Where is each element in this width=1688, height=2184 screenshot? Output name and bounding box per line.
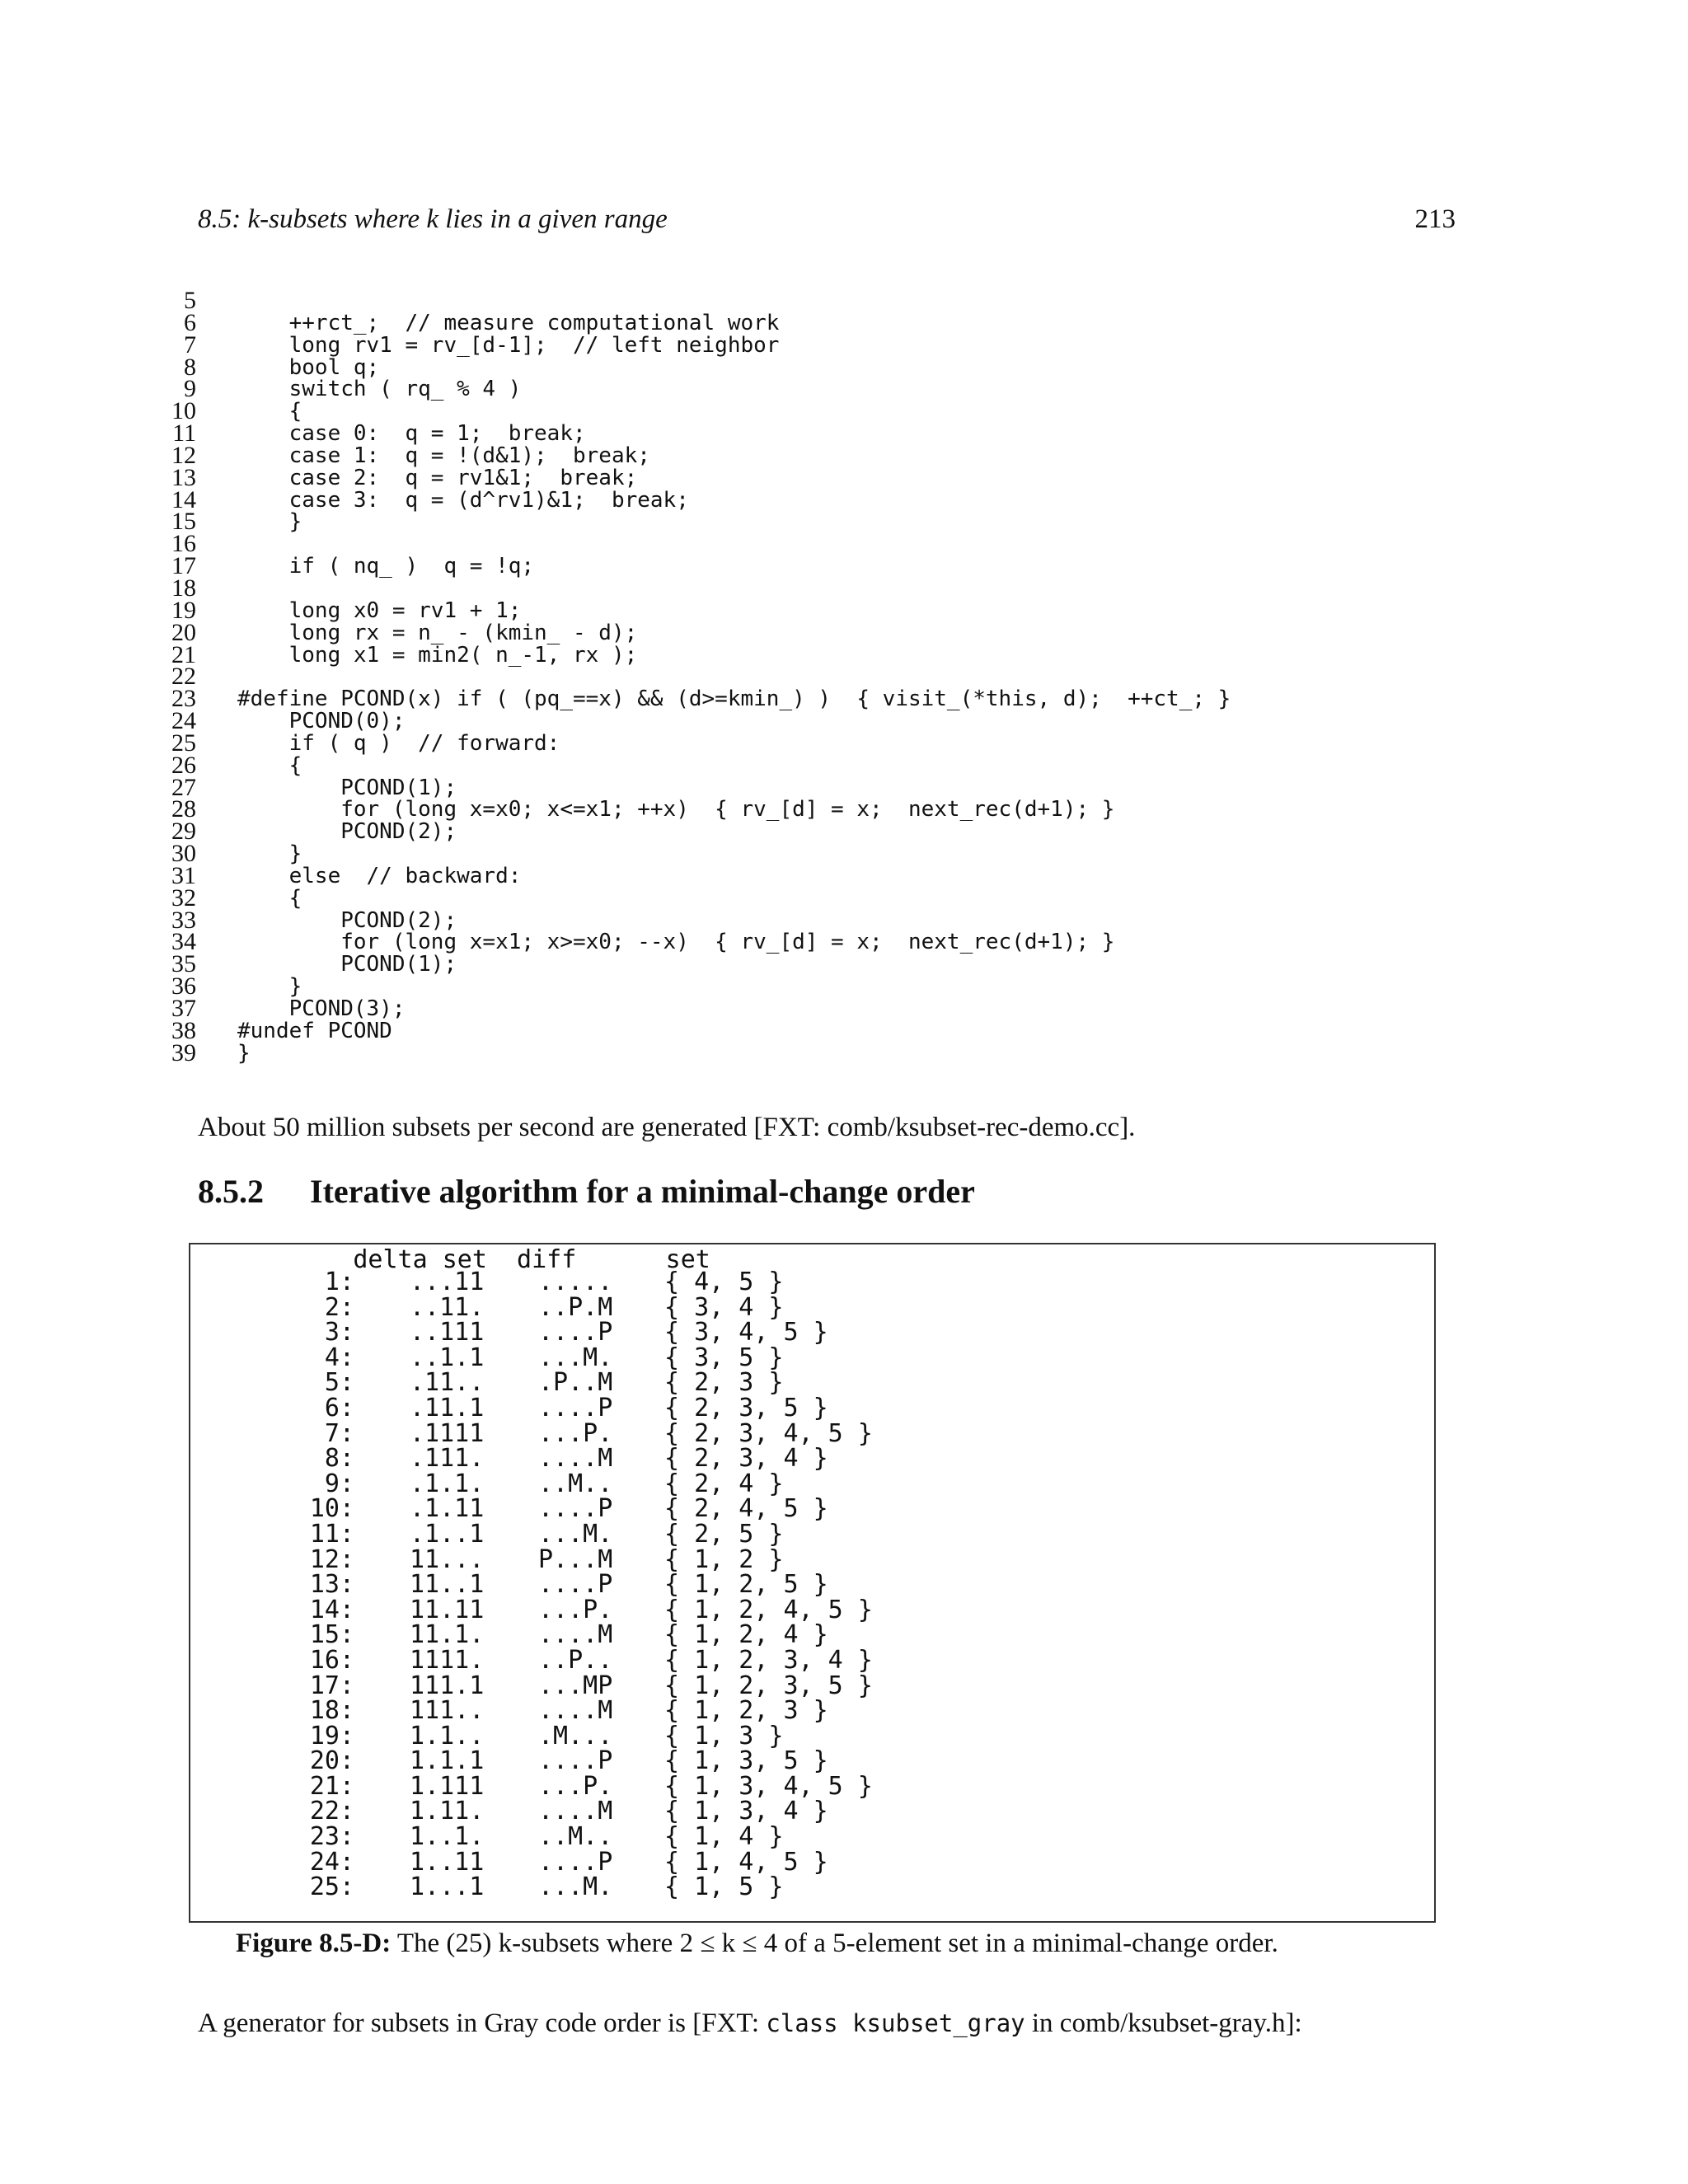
code-line	[165, 463, 1319, 491]
diff-cell: ..P..	[538, 1645, 613, 1675]
table-row	[0, 1620, 1688, 1650]
line-number: 5	[184, 287, 196, 314]
diff-cell: .P..M	[538, 1368, 613, 1398]
code-line	[165, 419, 1319, 448]
line-number: 17	[171, 552, 196, 580]
delta-set-cell: .1111	[410, 1418, 485, 1448]
delta-set-cell: 1..1.	[410, 1822, 485, 1852]
code-text: PCOND(2);	[237, 819, 457, 845]
code-text: if ( q ) // forward:	[237, 730, 560, 756]
delta-set-cell: 1.111	[410, 1771, 485, 1801]
row-index-cell: 19:	[309, 1721, 354, 1750]
table-row	[0, 1645, 1688, 1675]
code-line	[165, 508, 1319, 536]
code-line	[165, 530, 1319, 558]
set-cell: { 2, 4, 5 }	[664, 1494, 828, 1524]
code-line	[165, 375, 1319, 403]
row-index-cell: 16:	[309, 1645, 354, 1675]
row-index-cell: 5:	[324, 1368, 354, 1398]
code-text: case 1: q = !(d&1); break;	[237, 443, 650, 468]
code-line	[165, 795, 1319, 823]
table-row	[0, 1469, 1688, 1498]
code-line	[165, 353, 1319, 381]
table-row	[0, 1799, 1688, 1825]
code-line	[165, 441, 1319, 469]
line-number: 9	[184, 375, 196, 403]
diff-cell: ..P.M	[538, 1292, 613, 1322]
code-text: long x1 = min2( n_-1, rx );	[237, 642, 638, 668]
code-text: {	[237, 885, 302, 911]
set-cell: { 3, 4 }	[664, 1292, 784, 1322]
line-number: 22	[171, 663, 196, 691]
line-number: 21	[171, 640, 196, 668]
code-text: case 3: q = (d^rv1)&1; break;	[237, 487, 689, 513]
code-text: case 0: q = 1; break;	[237, 421, 586, 447]
code-line	[165, 707, 1319, 735]
delta-set-cell: 111.1	[410, 1671, 485, 1700]
set-cell: { 4, 5 }	[664, 1268, 784, 1296]
line-number: 16	[171, 530, 196, 558]
code-line	[165, 1038, 1319, 1066]
paragraph	[198, 2008, 1302, 2039]
code-text: if ( nq_ ) q = !q;	[237, 554, 535, 579]
delta-set-cell: 1.1.1	[410, 1746, 485, 1776]
diff-cell: ....P	[538, 1318, 613, 1347]
diff-cell: ....P	[538, 1746, 613, 1776]
table-row	[0, 1393, 1688, 1422]
line-number: 28	[171, 795, 196, 823]
line-number: 38	[171, 1016, 196, 1044]
code-text: PCOND(3);	[237, 996, 406, 1021]
code-line	[165, 663, 1319, 691]
line-number: 6	[184, 308, 196, 336]
row-index-cell: 8:	[324, 1444, 354, 1474]
set-cell: { 1, 2 }	[664, 1544, 784, 1574]
line-number: 27	[171, 773, 196, 801]
diff-cell: ...M.	[538, 1343, 613, 1372]
code-line	[165, 1016, 1319, 1044]
diff-cell: ...M.	[538, 1519, 613, 1549]
table-row	[0, 1368, 1688, 1398]
row-index-cell: 11:	[309, 1519, 354, 1549]
line-number: 31	[171, 861, 196, 889]
set-cell: { 1, 3 }	[664, 1721, 784, 1750]
delta-set-cell: .1.1.	[410, 1469, 485, 1498]
code-text: }	[237, 841, 302, 867]
diff-cell: ....M	[538, 1696, 613, 1726]
line-number: 8	[184, 353, 196, 381]
row-index-cell: 17:	[309, 1671, 354, 1700]
line-number: 37	[171, 995, 196, 1022]
code-line	[165, 906, 1319, 934]
code-text: switch ( rq_ % 4 )	[237, 377, 522, 402]
diff-cell: .M...	[538, 1721, 613, 1750]
delta-set-cell: .111.	[410, 1444, 485, 1474]
delta-set-cell: .11..	[410, 1368, 485, 1398]
delta-set-cell: 1..11	[410, 1847, 485, 1877]
line-number: 10	[171, 397, 196, 425]
code-text: PCOND(1);	[237, 775, 457, 800]
code-text: for (long x=x1; x>=x0; --x) { rv_[d] = x; next_rec(d+1); }	[237, 930, 1115, 955]
code-line	[165, 840, 1319, 868]
section-title: Iterative algorithm for a minimal-change order	[310, 1173, 975, 1210]
set-cell: { 3, 5 }	[664, 1343, 784, 1372]
diff-cell: ....M	[538, 1797, 613, 1826]
code-line	[165, 950, 1319, 978]
row-index-cell: 12:	[309, 1544, 354, 1574]
table-row	[0, 1519, 1688, 1549]
code-line	[165, 618, 1319, 646]
set-cell: { 1, 3, 5 }	[664, 1746, 828, 1776]
row-index-cell: 10:	[309, 1494, 354, 1524]
figure-caption	[236, 1929, 1278, 1959]
table-row	[0, 1320, 1688, 1346]
set-cell: { 2, 3, 5 }	[664, 1393, 828, 1422]
set-cell: { 1, 5 }	[664, 1872, 784, 1902]
row-index-cell: 6:	[324, 1393, 354, 1422]
code-line	[165, 330, 1319, 359]
set-cell: { 1, 2, 3 }	[664, 1696, 828, 1726]
table-row	[0, 1544, 1688, 1574]
diff-cell: ....P	[538, 1570, 613, 1600]
set-cell: { 1, 4 }	[664, 1822, 784, 1852]
line-number: 34	[171, 928, 196, 956]
delta-set-cell: 1...1	[410, 1872, 485, 1902]
code-text: else // backward:	[237, 863, 522, 888]
code-line	[165, 574, 1319, 602]
delta-set-cell: 11..1	[410, 1570, 485, 1600]
code-text: bool q;	[237, 354, 380, 380]
row-index-cell: 1:	[324, 1268, 354, 1296]
line-number: 14	[171, 485, 196, 513]
line-number: 29	[171, 818, 196, 846]
code-text: long x0 = rv1 + 1;	[237, 598, 522, 623]
row-index-cell: 25:	[309, 1872, 354, 1902]
line-number: 32	[171, 883, 196, 912]
table-row	[0, 1572, 1688, 1598]
line-number: 24	[171, 707, 196, 735]
line-number: 36	[171, 972, 196, 1001]
table-row	[0, 1595, 1688, 1624]
table-row	[0, 1292, 1688, 1322]
running-title: 8.5: k-subsets where k lies in a given range	[198, 204, 668, 234]
line-number: 35	[171, 950, 196, 978]
code-line	[165, 773, 1319, 801]
row-index-cell: 24:	[309, 1847, 354, 1877]
code-text: case 2: q = rv1&1; break;	[237, 465, 638, 490]
set-cell: { 1, 2, 4 }	[664, 1620, 828, 1650]
code-text: ++rct_; // measure computational work	[237, 310, 780, 335]
row-index-cell: 21:	[309, 1771, 354, 1801]
set-cell: { 1, 2, 5 }	[664, 1570, 828, 1600]
table-row	[0, 1847, 1688, 1877]
row-index-cell: 23:	[309, 1822, 354, 1852]
section-heading	[198, 1172, 975, 1211]
table-row	[0, 1494, 1688, 1524]
set-cell: { 1, 2, 4, 5 }	[664, 1595, 873, 1624]
code-text: #define PCOND(x) if ( (pq_==x) && (d>=kmin_) ) { visit_(*this, d); ++ct_; }	[237, 687, 1231, 712]
code-text: }	[237, 1040, 251, 1066]
line-number: 13	[171, 463, 196, 491]
code-line	[165, 552, 1319, 580]
code-line	[165, 861, 1319, 889]
line-number: 20	[171, 618, 196, 646]
table-row	[0, 1872, 1688, 1902]
code-text: long rv1 = rv_[d-1]; // left neighbor	[237, 332, 780, 358]
diff-cell: ..M..	[538, 1469, 613, 1498]
code-text: {	[237, 399, 302, 424]
line-number: 11	[172, 419, 196, 448]
diff-cell: ....M	[538, 1444, 613, 1474]
code-line	[165, 485, 1319, 513]
delta-set-cell: .1..1	[410, 1519, 485, 1549]
set-cell: { 1, 3, 4, 5 }	[664, 1771, 873, 1801]
line-number: 12	[171, 441, 196, 469]
line-number: 26	[171, 751, 196, 779]
table-row	[0, 1696, 1688, 1726]
table-row	[0, 1418, 1688, 1448]
diff-cell: ...M.	[538, 1872, 613, 1902]
row-index-cell: 18:	[309, 1696, 354, 1726]
code-text: #undef PCOND	[237, 1018, 392, 1043]
line-number: 18	[171, 574, 196, 602]
table-row	[0, 1446, 1688, 1472]
code-line	[165, 729, 1319, 757]
code-text: PCOND(2);	[237, 907, 457, 933]
diff-cell: ....M	[538, 1620, 613, 1650]
code-text: PCOND(1);	[237, 952, 457, 977]
table-row	[0, 1270, 1688, 1296]
code-line	[165, 972, 1319, 1001]
running-head	[198, 204, 1456, 241]
diff-cell: ...P.	[538, 1595, 613, 1624]
row-index-cell: 13:	[309, 1570, 354, 1600]
line-number: 33	[171, 906, 196, 934]
code-text: long rx = n_ - (kmin_ - d);	[237, 620, 638, 645]
diff-cell: ..M..	[538, 1822, 613, 1852]
code-line	[165, 928, 1319, 956]
delta-set-cell: 1111.	[410, 1645, 485, 1675]
delta-set-cell: 11.11	[410, 1595, 485, 1624]
set-cell: { 3, 4, 5 }	[664, 1318, 828, 1347]
code-text: {	[237, 752, 302, 778]
table-row	[0, 1822, 1688, 1852]
table-row	[0, 1671, 1688, 1700]
delta-set-cell: 1.11.	[410, 1797, 485, 1826]
code-line	[165, 397, 1319, 425]
figure-caption-text: The (25) k-subsets where 2 ≤ k ≤ 4 of a 5-element set in a minimal-change order.	[391, 1929, 1278, 1958]
code-line	[165, 308, 1319, 336]
table-row	[0, 1771, 1688, 1801]
section-number: 8.5.2	[198, 1173, 264, 1210]
code-listing	[165, 287, 1319, 1066]
line-number: 25	[171, 729, 196, 757]
set-cell: { 1, 2, 3, 5 }	[664, 1671, 873, 1700]
diff-cell: ...P.	[538, 1771, 613, 1801]
diff-cell: ...MP	[538, 1671, 613, 1700]
code-line	[165, 995, 1319, 1022]
row-index-cell: 9:	[324, 1469, 354, 1498]
delta-set-cell: 111..	[410, 1696, 485, 1726]
line-number: 30	[171, 840, 196, 868]
row-index-cell: 2:	[324, 1292, 354, 1322]
inline-code: class ksubset_gray	[766, 2009, 1025, 2037]
delta-set-cell: ..11.	[410, 1292, 485, 1322]
code-text: for (long x=x0; x<=x1; ++x) { rv_[d] = x; next_rec(d+1); }	[237, 797, 1115, 823]
line-number: 23	[171, 685, 196, 713]
delta-set-cell: 1.1..	[410, 1721, 485, 1750]
table-row	[0, 1746, 1688, 1776]
code-text: }	[237, 974, 302, 1000]
diff-cell: .....	[538, 1268, 613, 1296]
paragraph: About 50 million subsets per second are generated [FXT: comb/ksubset-rec-demo.cc].	[198, 1113, 1136, 1142]
code-line	[165, 640, 1319, 668]
delta-set-cell: 11...	[410, 1544, 485, 1574]
diff-cell: ....P	[538, 1494, 613, 1524]
delta-set-cell: 11.1.	[410, 1620, 485, 1650]
diff-cell: ....P	[538, 1393, 613, 1422]
table-row	[0, 1343, 1688, 1372]
code-line	[165, 751, 1319, 779]
row-index-cell: 7:	[324, 1418, 354, 1448]
row-index-cell: 14:	[309, 1595, 354, 1624]
row-index-cell: 15:	[309, 1620, 354, 1650]
paragraph-text: in comb/ksubset-gray.h]:	[1025, 2008, 1302, 2038]
table-header-text: delta set diff set	[264, 1245, 710, 1274]
figure-caption-label: Figure 8.5-D:	[236, 1929, 392, 1958]
set-cell: { 2, 3, 4 }	[664, 1444, 828, 1474]
diff-cell: ....P	[538, 1847, 613, 1877]
line-number: 19	[171, 596, 196, 624]
code-line	[165, 883, 1319, 912]
delta-set-cell: .11.1	[410, 1393, 485, 1422]
delta-set-cell: ...11	[410, 1268, 485, 1296]
code-line	[165, 596, 1319, 624]
code-line	[165, 287, 1319, 314]
row-index-cell: 4:	[324, 1343, 354, 1372]
delta-set-cell: .1.11	[410, 1494, 485, 1524]
line-number: 39	[171, 1038, 196, 1066]
table-row	[0, 1721, 1688, 1750]
delta-set-cell: ..111	[410, 1318, 485, 1347]
diff-cell: ...P.	[538, 1418, 613, 1448]
subset-table	[0, 1270, 1688, 1900]
diff-cell: P...M	[538, 1544, 613, 1574]
line-number: 7	[184, 330, 196, 359]
code-line	[165, 818, 1319, 846]
code-line	[165, 685, 1319, 713]
set-cell: { 1, 2, 3, 4 }	[664, 1645, 873, 1675]
set-cell: { 1, 4, 5 }	[664, 1847, 828, 1877]
row-index-cell: 22:	[309, 1797, 354, 1826]
set-cell: { 2, 3 }	[664, 1368, 784, 1398]
code-text: PCOND(0);	[237, 709, 406, 734]
set-cell: { 2, 3, 4, 5 }	[664, 1418, 873, 1448]
page-number: 213	[1414, 204, 1456, 234]
set-cell: { 2, 4 }	[664, 1469, 784, 1498]
row-index-cell: 20:	[309, 1746, 354, 1776]
delta-set-cell: ..1.1	[410, 1343, 485, 1372]
set-cell: { 2, 5 }	[664, 1519, 784, 1549]
line-number: 15	[171, 508, 196, 536]
code-text: }	[237, 509, 302, 535]
paragraph-text: A generator for subsets in Gray code order is [FXT:	[198, 2008, 767, 2038]
set-cell: { 1, 3, 4 }	[664, 1797, 828, 1826]
row-index-cell: 3:	[324, 1318, 354, 1347]
